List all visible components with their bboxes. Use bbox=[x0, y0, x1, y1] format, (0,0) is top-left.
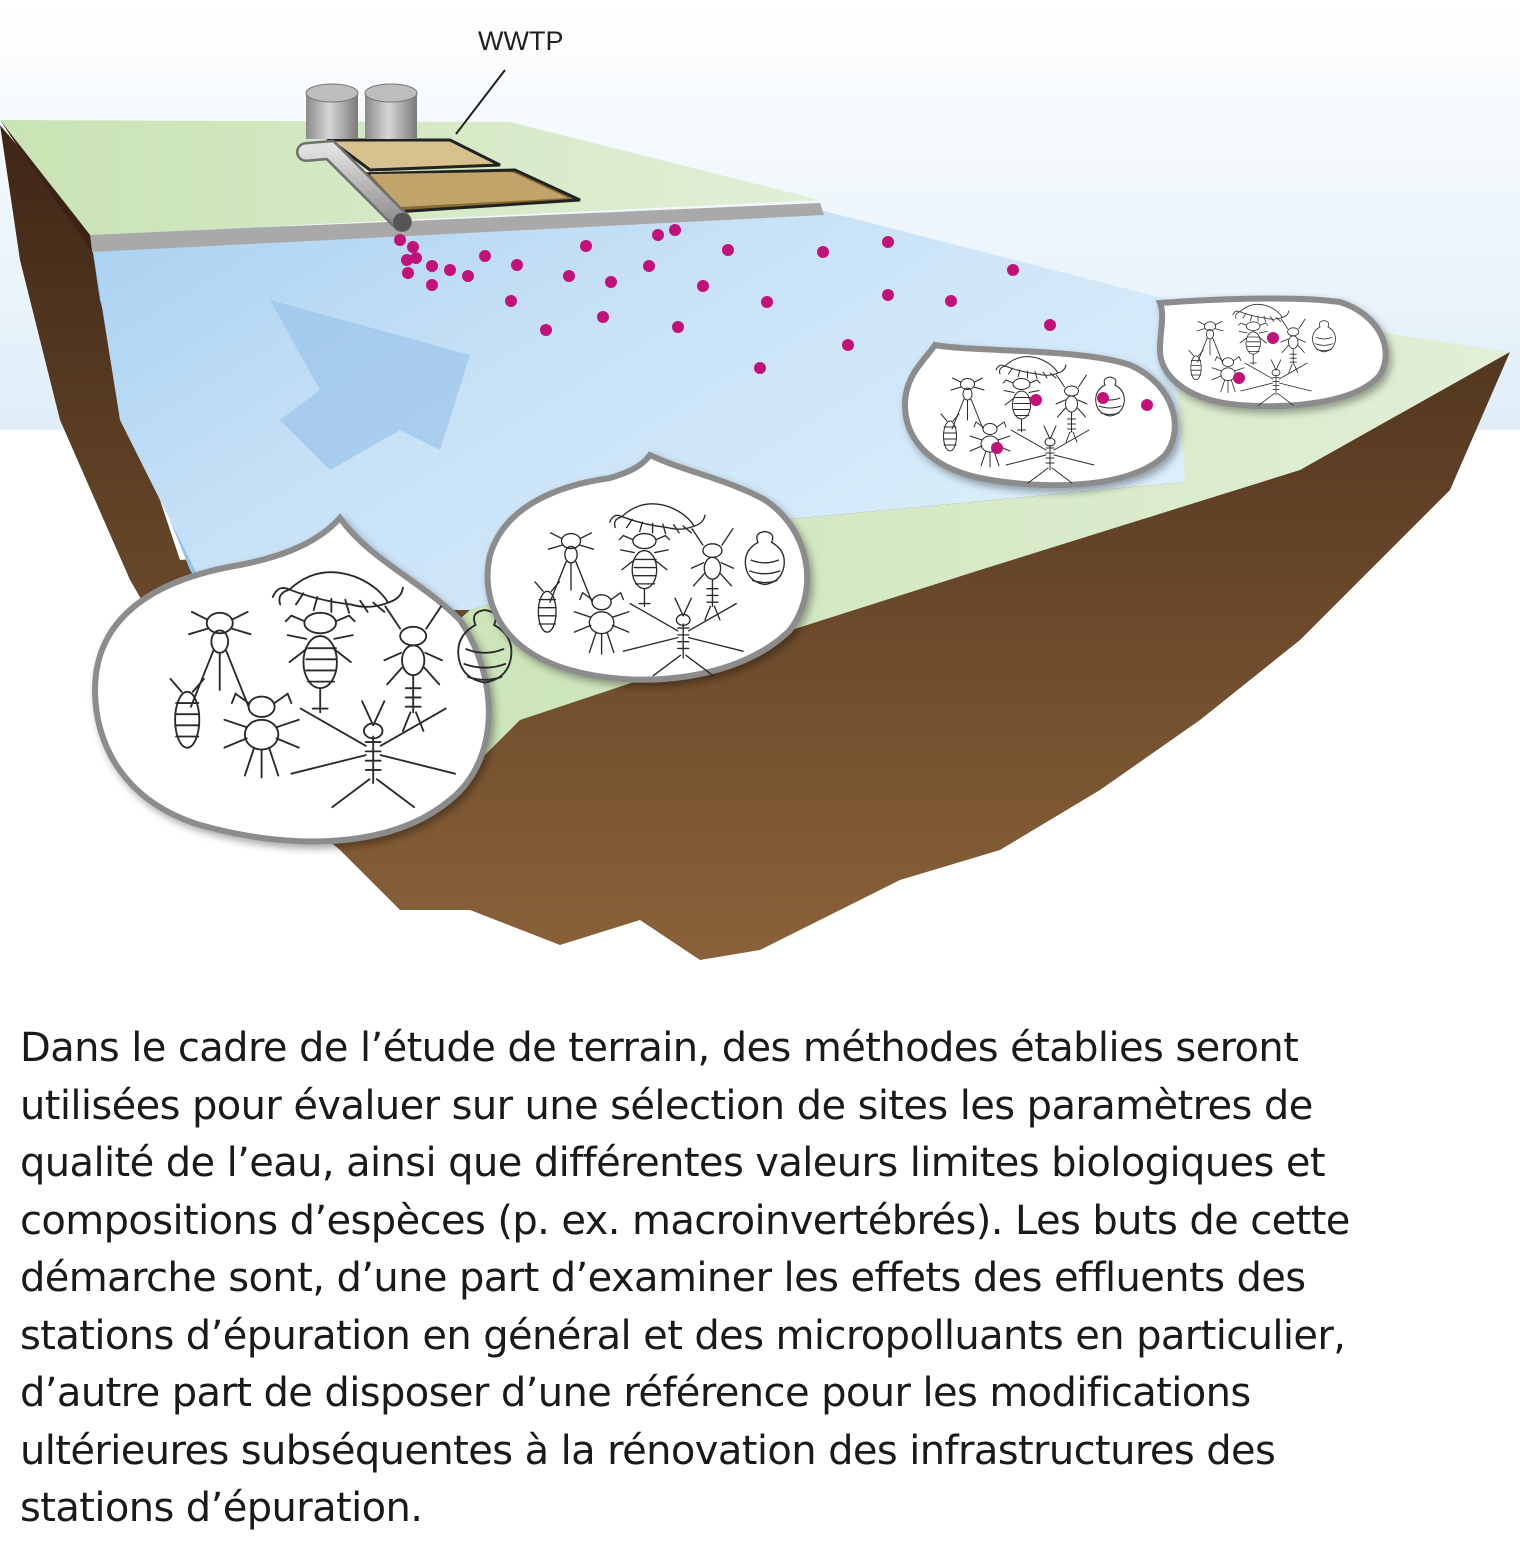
wwtp-label: WWTP bbox=[478, 26, 564, 56]
caption-line: compositions d’espèces (p. ex. macroinvertébrés). Les buts de cette bbox=[20, 1197, 1350, 1244]
caption-line: d’autre part de disposer d’une référence pour les modifications bbox=[20, 1370, 1251, 1416]
caption-line: démarche sont, d’une part d’examiner les effets des effluents des bbox=[20, 1255, 1306, 1301]
caption-line: qualité de l’eau, ainsi que différentes valeurs limites biologiques et bbox=[20, 1140, 1325, 1186]
caption-line: ultérieures subséquentes à la rénovation des infrastructures des bbox=[20, 1427, 1276, 1474]
caption-line: stations d’épuration. bbox=[20, 1485, 423, 1531]
caption-paragraph bbox=[20, 1020, 1500, 1538]
caption-line: stations d’épuration en général et des micropolluants en particulier, bbox=[20, 1312, 1346, 1359]
sample-bubble-site-4 bbox=[1160, 298, 1386, 406]
caption-line: Dans le cadre de l’étude de terrain, des méthodes établies seront bbox=[20, 1025, 1299, 1071]
caption-line: utilisées pour évaluer sur une sélection de sites les paramètres de bbox=[20, 1082, 1313, 1129]
sample-bubble-site-3 bbox=[905, 345, 1175, 485]
